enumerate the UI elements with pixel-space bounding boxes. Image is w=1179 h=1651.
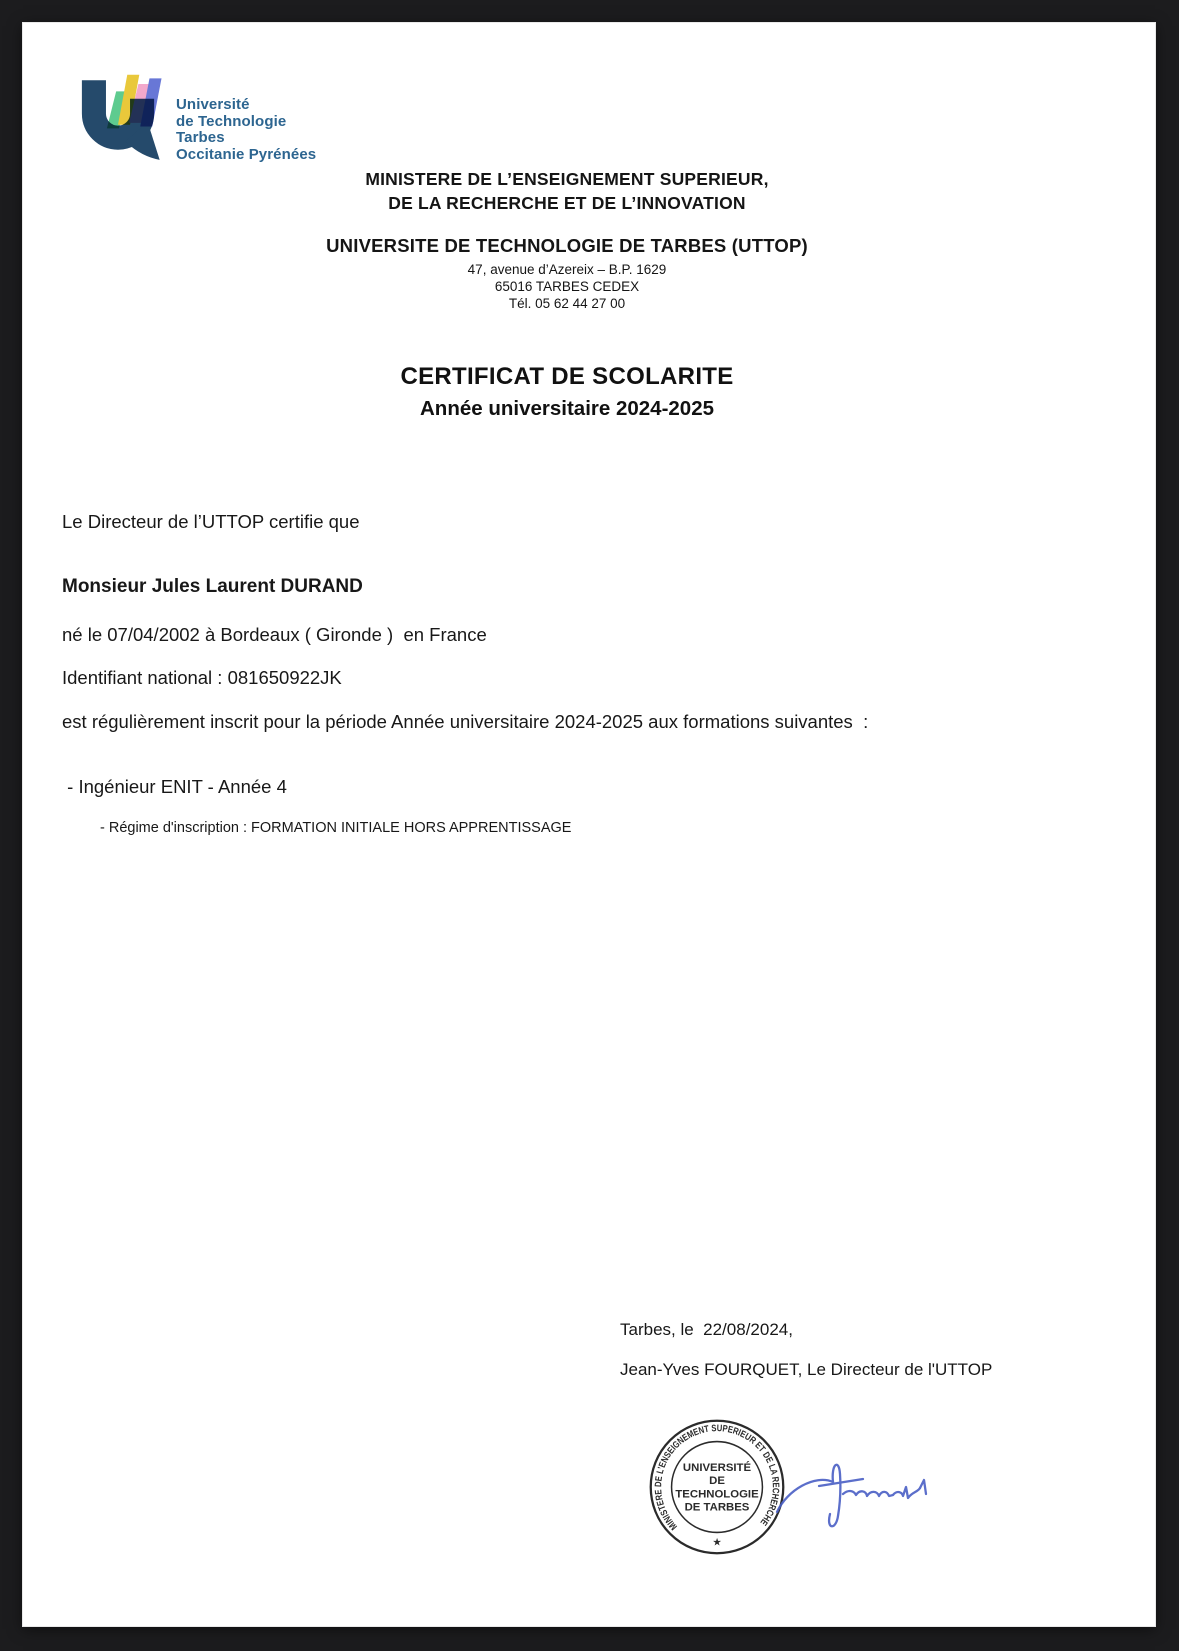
ministry-header [23, 167, 1111, 312]
ministry-line-1: MINISTERE DE L’ENSEIGNEMENT SUPERIEUR, [365, 169, 769, 189]
logo-line: Tarbes [176, 129, 225, 146]
seal-center-line: UNIVERSITÉ [682, 1461, 752, 1474]
student-name: Monsieur Jules Laurent DURAND [62, 576, 363, 597]
seal-star-icon: ★ [712, 1537, 722, 1549]
ministry-line-2: DE LA RECHERCHE ET DE L’INNOVATION [388, 193, 746, 213]
address-street: 47, avenue d’Azereix – B.P. 1629 [467, 262, 667, 277]
seal-center-line: DE TARBES [684, 1501, 750, 1514]
seal-center-line: TECHNOLOGIE [675, 1488, 759, 1501]
logo-line: Université [176, 96, 250, 113]
signatory-line: Jean-Yves FOURQUET, Le Directeur de l'UTTOP [620, 1360, 993, 1379]
formation-line: - Ingénieur ENIT - Année 4 [62, 776, 287, 797]
certificate-page [23, 23, 1155, 1626]
seal-center-line: DE [709, 1475, 725, 1488]
logo-stripes [107, 75, 162, 129]
document-title: CERTIFICAT DE SCOLARITE [400, 363, 734, 390]
national-id-line: Identifiant national : 081650922JK [62, 667, 342, 688]
document-title-block [23, 361, 1111, 424]
official-seal [646, 1416, 788, 1558]
document-subtitle: Année universitaire 2024-2025 [420, 397, 714, 420]
regime-line: - Régime d'inscription : FORMATION INITIALE HORS APPRENTISSAGE [100, 820, 572, 836]
university-name: UNIVERSITE DE TECHNOLOGIE DE TARBES (UTTOP) [326, 235, 808, 256]
logo-line: de Technologie [176, 112, 287, 130]
birth-line: né le 07/04/2002 à Bordeaux ( Gironde ) en France [62, 624, 487, 645]
uttop-logo [68, 71, 328, 181]
signature [771, 1446, 936, 1541]
enrollment-line: est régulièrement inscrit pour la période Année universitaire 2024-2025 aux formations suivantes : [62, 711, 869, 732]
intro-line: Le Directeur de l’UTTOP certifie que [62, 511, 360, 532]
seal-ring-text: MINISTERE DE L’ENSEIGNEMENT SUPERIEUR ET DE LA RECHERCHE [653, 1423, 781, 1532]
place-date-line: Tarbes, le 22/08/2024, [620, 1320, 793, 1339]
logo-line: Occitanie Pyrénées [176, 145, 317, 163]
uttop-logo-icon [68, 71, 168, 171]
address-city: 65016 TARBES CEDEX [494, 279, 640, 294]
address-phone: Tél. 05 62 44 27 00 [508, 296, 626, 311]
